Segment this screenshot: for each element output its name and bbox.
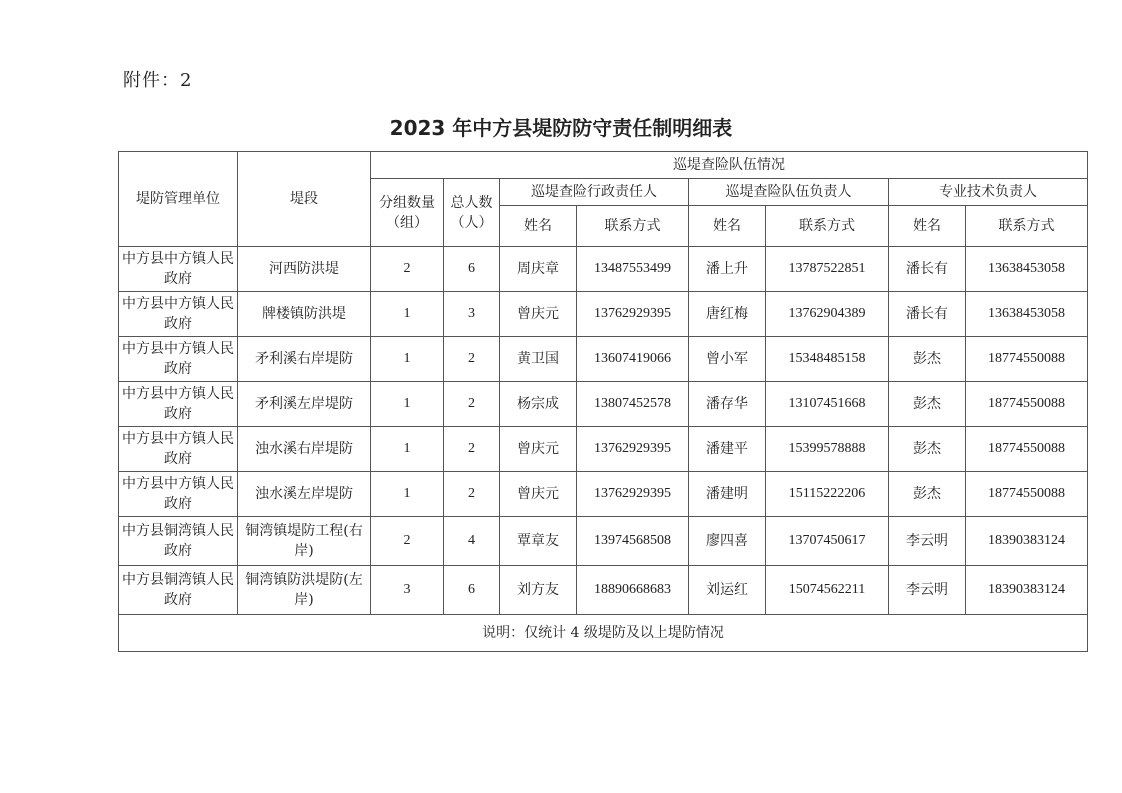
header-patrol-group: 巡堤查险队伍情况 — [371, 152, 1088, 179]
cell-admin-phone: 13974568508 — [577, 517, 689, 566]
cell-tech-phone: 18774550088 — [966, 472, 1088, 517]
table-row — [119, 472, 1088, 517]
cell-section: 矛利溪右岸堤防 — [238, 337, 371, 382]
header-tech-leader: 专业技术负责人 — [889, 179, 1088, 206]
header-total-people: 总人数（人） — [444, 179, 500, 247]
cell-tech-name: 彭杰 — [889, 427, 966, 472]
table-row — [119, 517, 1088, 566]
cell-tech-name: 彭杰 — [889, 337, 966, 382]
cell-unit: 中方县中方镇人民政府 — [119, 247, 238, 292]
cell-admin-name: 覃章友 — [500, 517, 577, 566]
cell-groups: 1 — [371, 472, 444, 517]
cell-admin-name: 曾庆元 — [500, 427, 577, 472]
header-unit: 堤防管理单位 — [119, 152, 238, 247]
cell-admin-name: 曾庆元 — [500, 472, 577, 517]
cell-team-phone: 15399578888 — [766, 427, 889, 472]
header-tech-name: 姓名 — [889, 206, 966, 247]
cell-admin-phone: 18890668683 — [577, 566, 689, 615]
cell-team-name: 廖四喜 — [689, 517, 766, 566]
cell-admin-phone: 13807452578 — [577, 382, 689, 427]
cell-section: 浊水溪右岸堤防 — [238, 427, 371, 472]
cell-team-name: 曾小军 — [689, 337, 766, 382]
cell-people: 3 — [444, 292, 500, 337]
cell-team-phone: 15074562211 — [766, 566, 889, 615]
cell-groups: 2 — [371, 517, 444, 566]
page-title: 2023 年中方县堤防防守责任制明细表 — [389, 116, 733, 140]
cell-people: 2 — [444, 427, 500, 472]
responsibility-table — [118, 151, 1088, 652]
header-team-contact: 联系方式 — [766, 206, 889, 247]
cell-people: 6 — [444, 247, 500, 292]
header-tech-contact: 联系方式 — [966, 206, 1088, 247]
cell-tech-name: 李云明 — [889, 517, 966, 566]
header-admin-leader: 巡堤查险行政责任人 — [500, 179, 689, 206]
table-row — [119, 427, 1088, 472]
cell-tech-phone: 13638453058 — [966, 292, 1088, 337]
cell-groups: 3 — [371, 566, 444, 615]
cell-unit: 中方县中方镇人民政府 — [119, 427, 238, 472]
cell-tech-name: 潘长有 — [889, 292, 966, 337]
cell-groups: 1 — [371, 382, 444, 427]
cell-admin-name: 周庆章 — [500, 247, 577, 292]
cell-tech-phone: 18390383124 — [966, 566, 1088, 615]
cell-section: 铜湾镇防洪堤防(左岸) — [238, 566, 371, 615]
cell-groups: 1 — [371, 337, 444, 382]
header-group-count: 分组数量（组） — [371, 179, 444, 247]
header-team-name: 姓名 — [689, 206, 766, 247]
cell-people: 4 — [444, 517, 500, 566]
cell-section: 铜湾镇堤防工程(右岸) — [238, 517, 371, 566]
cell-tech-phone: 18774550088 — [966, 382, 1088, 427]
header-team-leader: 巡堤查险队伍负责人 — [689, 179, 889, 206]
cell-unit: 中方县中方镇人民政府 — [119, 382, 238, 427]
table-row — [119, 566, 1088, 615]
cell-section: 矛利溪左岸堤防 — [238, 382, 371, 427]
cell-team-phone: 13107451668 — [766, 382, 889, 427]
cell-tech-name: 潘长有 — [889, 247, 966, 292]
table-row — [119, 337, 1088, 382]
cell-team-name: 潘上升 — [689, 247, 766, 292]
cell-admin-name: 杨宗成 — [500, 382, 577, 427]
header-section: 堤段 — [238, 152, 371, 247]
cell-admin-name: 刘方友 — [500, 566, 577, 615]
table-row — [119, 247, 1088, 292]
cell-team-phone: 13787522851 — [766, 247, 889, 292]
cell-section: 浊水溪左岸堤防 — [238, 472, 371, 517]
cell-tech-name: 彭杰 — [889, 382, 966, 427]
cell-unit: 中方县铜湾镇人民政府 — [119, 566, 238, 615]
cell-people: 2 — [444, 337, 500, 382]
cell-tech-phone: 18390383124 — [966, 517, 1088, 566]
cell-unit: 中方县中方镇人民政府 — [119, 472, 238, 517]
cell-section: 河西防洪堤 — [238, 247, 371, 292]
cell-admin-phone: 13762929395 — [577, 427, 689, 472]
cell-section: 牌楼镇防洪堤 — [238, 292, 371, 337]
cell-unit: 中方县中方镇人民政府 — [119, 337, 238, 382]
cell-team-name: 唐红梅 — [689, 292, 766, 337]
cell-tech-phone: 18774550088 — [966, 427, 1088, 472]
cell-team-name: 潘建明 — [689, 472, 766, 517]
cell-team-phone: 15348485158 — [766, 337, 889, 382]
cell-admin-phone: 13487553499 — [577, 247, 689, 292]
cell-people: 6 — [444, 566, 500, 615]
cell-team-name: 潘存华 — [689, 382, 766, 427]
cell-groups: 1 — [371, 427, 444, 472]
cell-admin-name: 曾庆元 — [500, 292, 577, 337]
cell-groups: 1 — [371, 292, 444, 337]
cell-admin-phone: 13607419066 — [577, 337, 689, 382]
header-admin-name: 姓名 — [500, 206, 577, 247]
cell-tech-phone: 18774550088 — [966, 337, 1088, 382]
cell-team-phone: 13707450617 — [766, 517, 889, 566]
cell-team-name: 刘运红 — [689, 566, 766, 615]
table-note: 说明：仅统计 4 级堤防及以上堤防情况 — [119, 615, 1088, 652]
cell-tech-name: 李云明 — [889, 566, 966, 615]
cell-team-phone: 13762904389 — [766, 292, 889, 337]
cell-people: 2 — [444, 472, 500, 517]
table-row — [119, 382, 1088, 427]
cell-admin-phone: 13762929395 — [577, 472, 689, 517]
attachment-label: 附件：2 — [123, 70, 193, 91]
cell-admin-phone: 13762929395 — [577, 292, 689, 337]
cell-tech-name: 彭杰 — [889, 472, 966, 517]
cell-people: 2 — [444, 382, 500, 427]
cell-admin-name: 黄卫国 — [500, 337, 577, 382]
header-admin-contact: 联系方式 — [577, 206, 689, 247]
cell-team-name: 潘建平 — [689, 427, 766, 472]
cell-team-phone: 15115222206 — [766, 472, 889, 517]
cell-unit: 中方县铜湾镇人民政府 — [119, 517, 238, 566]
cell-tech-phone: 13638453058 — [966, 247, 1088, 292]
cell-groups: 2 — [371, 247, 444, 292]
table-row — [119, 292, 1088, 337]
cell-unit: 中方县中方镇人民政府 — [119, 292, 238, 337]
